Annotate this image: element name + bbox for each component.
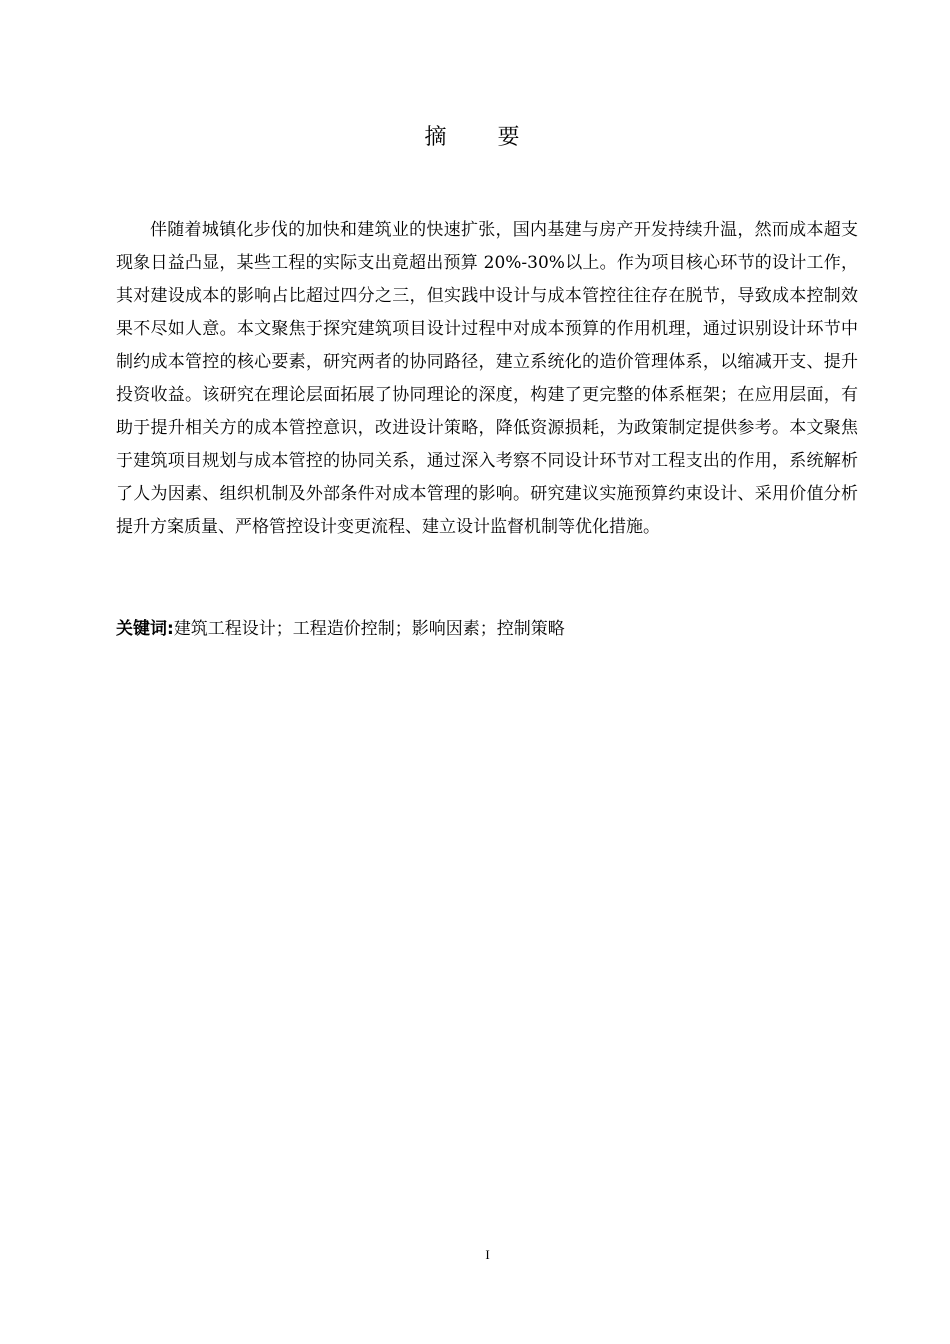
page-number: I bbox=[485, 1247, 490, 1262]
keywords-text: 建筑工程设计；工程造价控制；影响因素；控制策略 bbox=[173, 619, 565, 639]
abstract-title: 摘 要 bbox=[424, 125, 542, 150]
keywords-line bbox=[116, 614, 858, 644]
keywords-label: 关键词: bbox=[116, 619, 174, 639]
abstract-paragraph: 伴随着城镇化步伐的加快和建筑业的快速扩张，国内基建与房产开发持续升温，然而成本超支现象日益凸显，某些工程的实际支出竟超出预算 20%-30%以上。作为项目核心环节的设计工作，其对建设成本的影响占比超过四分之三，但实践中设计与成本管控往往存在脱节，导致成本控制效果不尽如人意。本文聚焦于探究建筑项目设计过程中对成本预算的作用机理，通过识别设计环节中制约成本管控的核心要素，研究两者的协同路径，建立系统化的造价管理体系，以缩减开支、提升投资收益。该研究在理论层面拓展了协同理论的深度，构建了更完整的体系框架；在应用层面，有助于提升相关方的成本管控意识，改进设计策略，降低资源损耗，为政策制定提供参考。本文聚焦于建筑项目规划与成本管控的协同关系，通过深入考察不同设计环节对工程支出的作用，系统解析了人为因素、组织机制及外部条件对成本管理的影响。研究建议实施预算约束设计、采用价值分析提升方案质量、严格管控设计变更流程、建立设计监督机制等优化措施。 bbox=[116, 220, 858, 537]
